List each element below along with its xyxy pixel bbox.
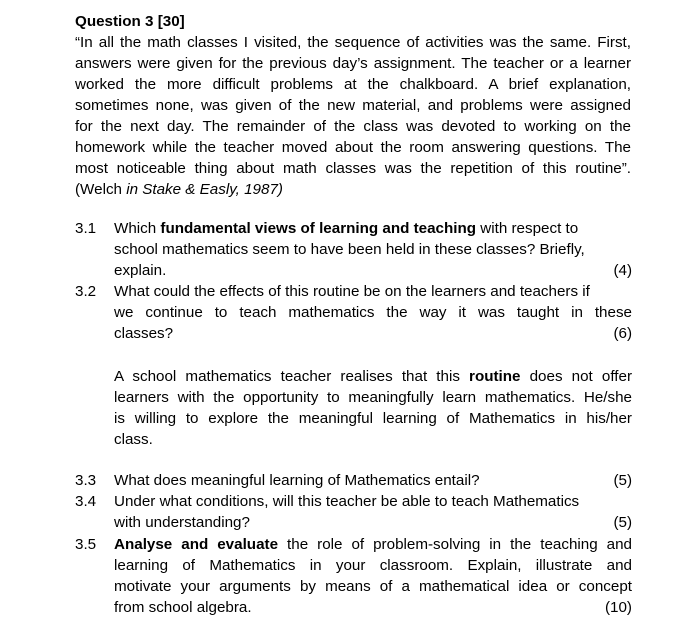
question-line (114, 260, 632, 281)
context-text: A school mathematics teacher realises that this (114, 368, 470, 385)
question-number: 3.5 (75, 536, 97, 553)
question-line: What could the effects of this routine be on the learners and teachers if (114, 283, 590, 300)
quote-line: most noticeable thing about math classes was the repetition of this routine”. (75, 160, 631, 177)
quote-line: worked the more difficult problems at the chalkboard. A brief explanation, (75, 76, 631, 93)
question-text: What does meaningful learning of Mathematics entail? (114, 472, 480, 489)
quote-citation (75, 179, 631, 200)
question-text: explain. (114, 262, 167, 279)
quote-line: for the next day. The remainder of the class was devoted to working on the (75, 118, 631, 135)
question-emphasis: Analyse and evaluate (114, 536, 279, 553)
question-body (114, 218, 632, 281)
question-text: Which (114, 220, 161, 237)
question-body (114, 470, 632, 491)
marks-label: (5) (613, 472, 632, 489)
context-line: learners with the opportunity to meaningfully learn mathematics. He/she (114, 389, 632, 406)
question-number: 3.1 (75, 220, 97, 237)
quote-line: homework while the teacher moved about the room answering questions. The (75, 139, 631, 156)
marks-label: (4) (613, 262, 632, 279)
question-line (114, 512, 632, 533)
context-paragraph (114, 366, 632, 450)
question-number: 3.3 (75, 472, 97, 489)
question-text: classes? (114, 325, 174, 342)
question-line: Under what conditions, will this teacher be able to teach Mathematics (114, 493, 580, 510)
context-text: does not offer (520, 368, 632, 385)
question-line (114, 597, 632, 618)
quote-line: sometimes none, was given of the new material, and problems were assigned (75, 97, 631, 114)
question-3-4 (75, 491, 635, 533)
question-line (114, 218, 632, 239)
question-text: the role of problem-solving in the teaching and (278, 536, 632, 553)
question-title: Question 3 [30] (75, 13, 185, 30)
quote-line: “In all the math classes I visited, the sequence of activities was the same. First, (75, 34, 631, 51)
question-line (114, 534, 632, 555)
question-body (114, 281, 632, 344)
context-emphasis: routine (469, 368, 521, 385)
quote-line: answers were given for the previous day’s assignment. The teacher or a learner (75, 55, 631, 72)
question-line: motivate your arguments by means of a mathematical idea or concept (114, 578, 632, 595)
question-line: we continue to teach mathematics the way it was taught in these (114, 304, 632, 321)
question-body (114, 534, 632, 618)
question-3-1 (75, 218, 635, 281)
question-emphasis: fundamental views of learning and teaching (160, 220, 477, 237)
question-line (114, 323, 632, 344)
question-line: learning of Mathematics in your classroom. Explain, illustrate and (114, 557, 632, 574)
marks-label: (6) (613, 325, 632, 342)
quote-block (75, 32, 631, 200)
marks-label: (5) (613, 514, 632, 531)
context-line (114, 366, 632, 387)
citation-source: in Stake & Easly, 1987) (126, 181, 283, 198)
question-text: with respect to (476, 220, 579, 237)
citation-author: (Welch (75, 181, 127, 198)
marks-label: (10) (604, 599, 632, 616)
question-3-2 (75, 281, 635, 344)
question-line: school mathematics seem to have been held in these classes? Briefly, (114, 241, 585, 258)
question-number: 3.4 (75, 493, 97, 510)
question-text: from school algebra. (114, 599, 252, 616)
question-3-5 (75, 534, 635, 618)
question-body (114, 491, 632, 533)
context-line: class. (114, 431, 153, 448)
question-number: 3.2 (75, 283, 97, 300)
question-3-3 (75, 470, 635, 491)
question-line (114, 470, 632, 491)
question-text: with understanding? (114, 514, 250, 531)
context-line: is willing to explore the meaningful learning of Mathematics in his/her (114, 410, 632, 427)
